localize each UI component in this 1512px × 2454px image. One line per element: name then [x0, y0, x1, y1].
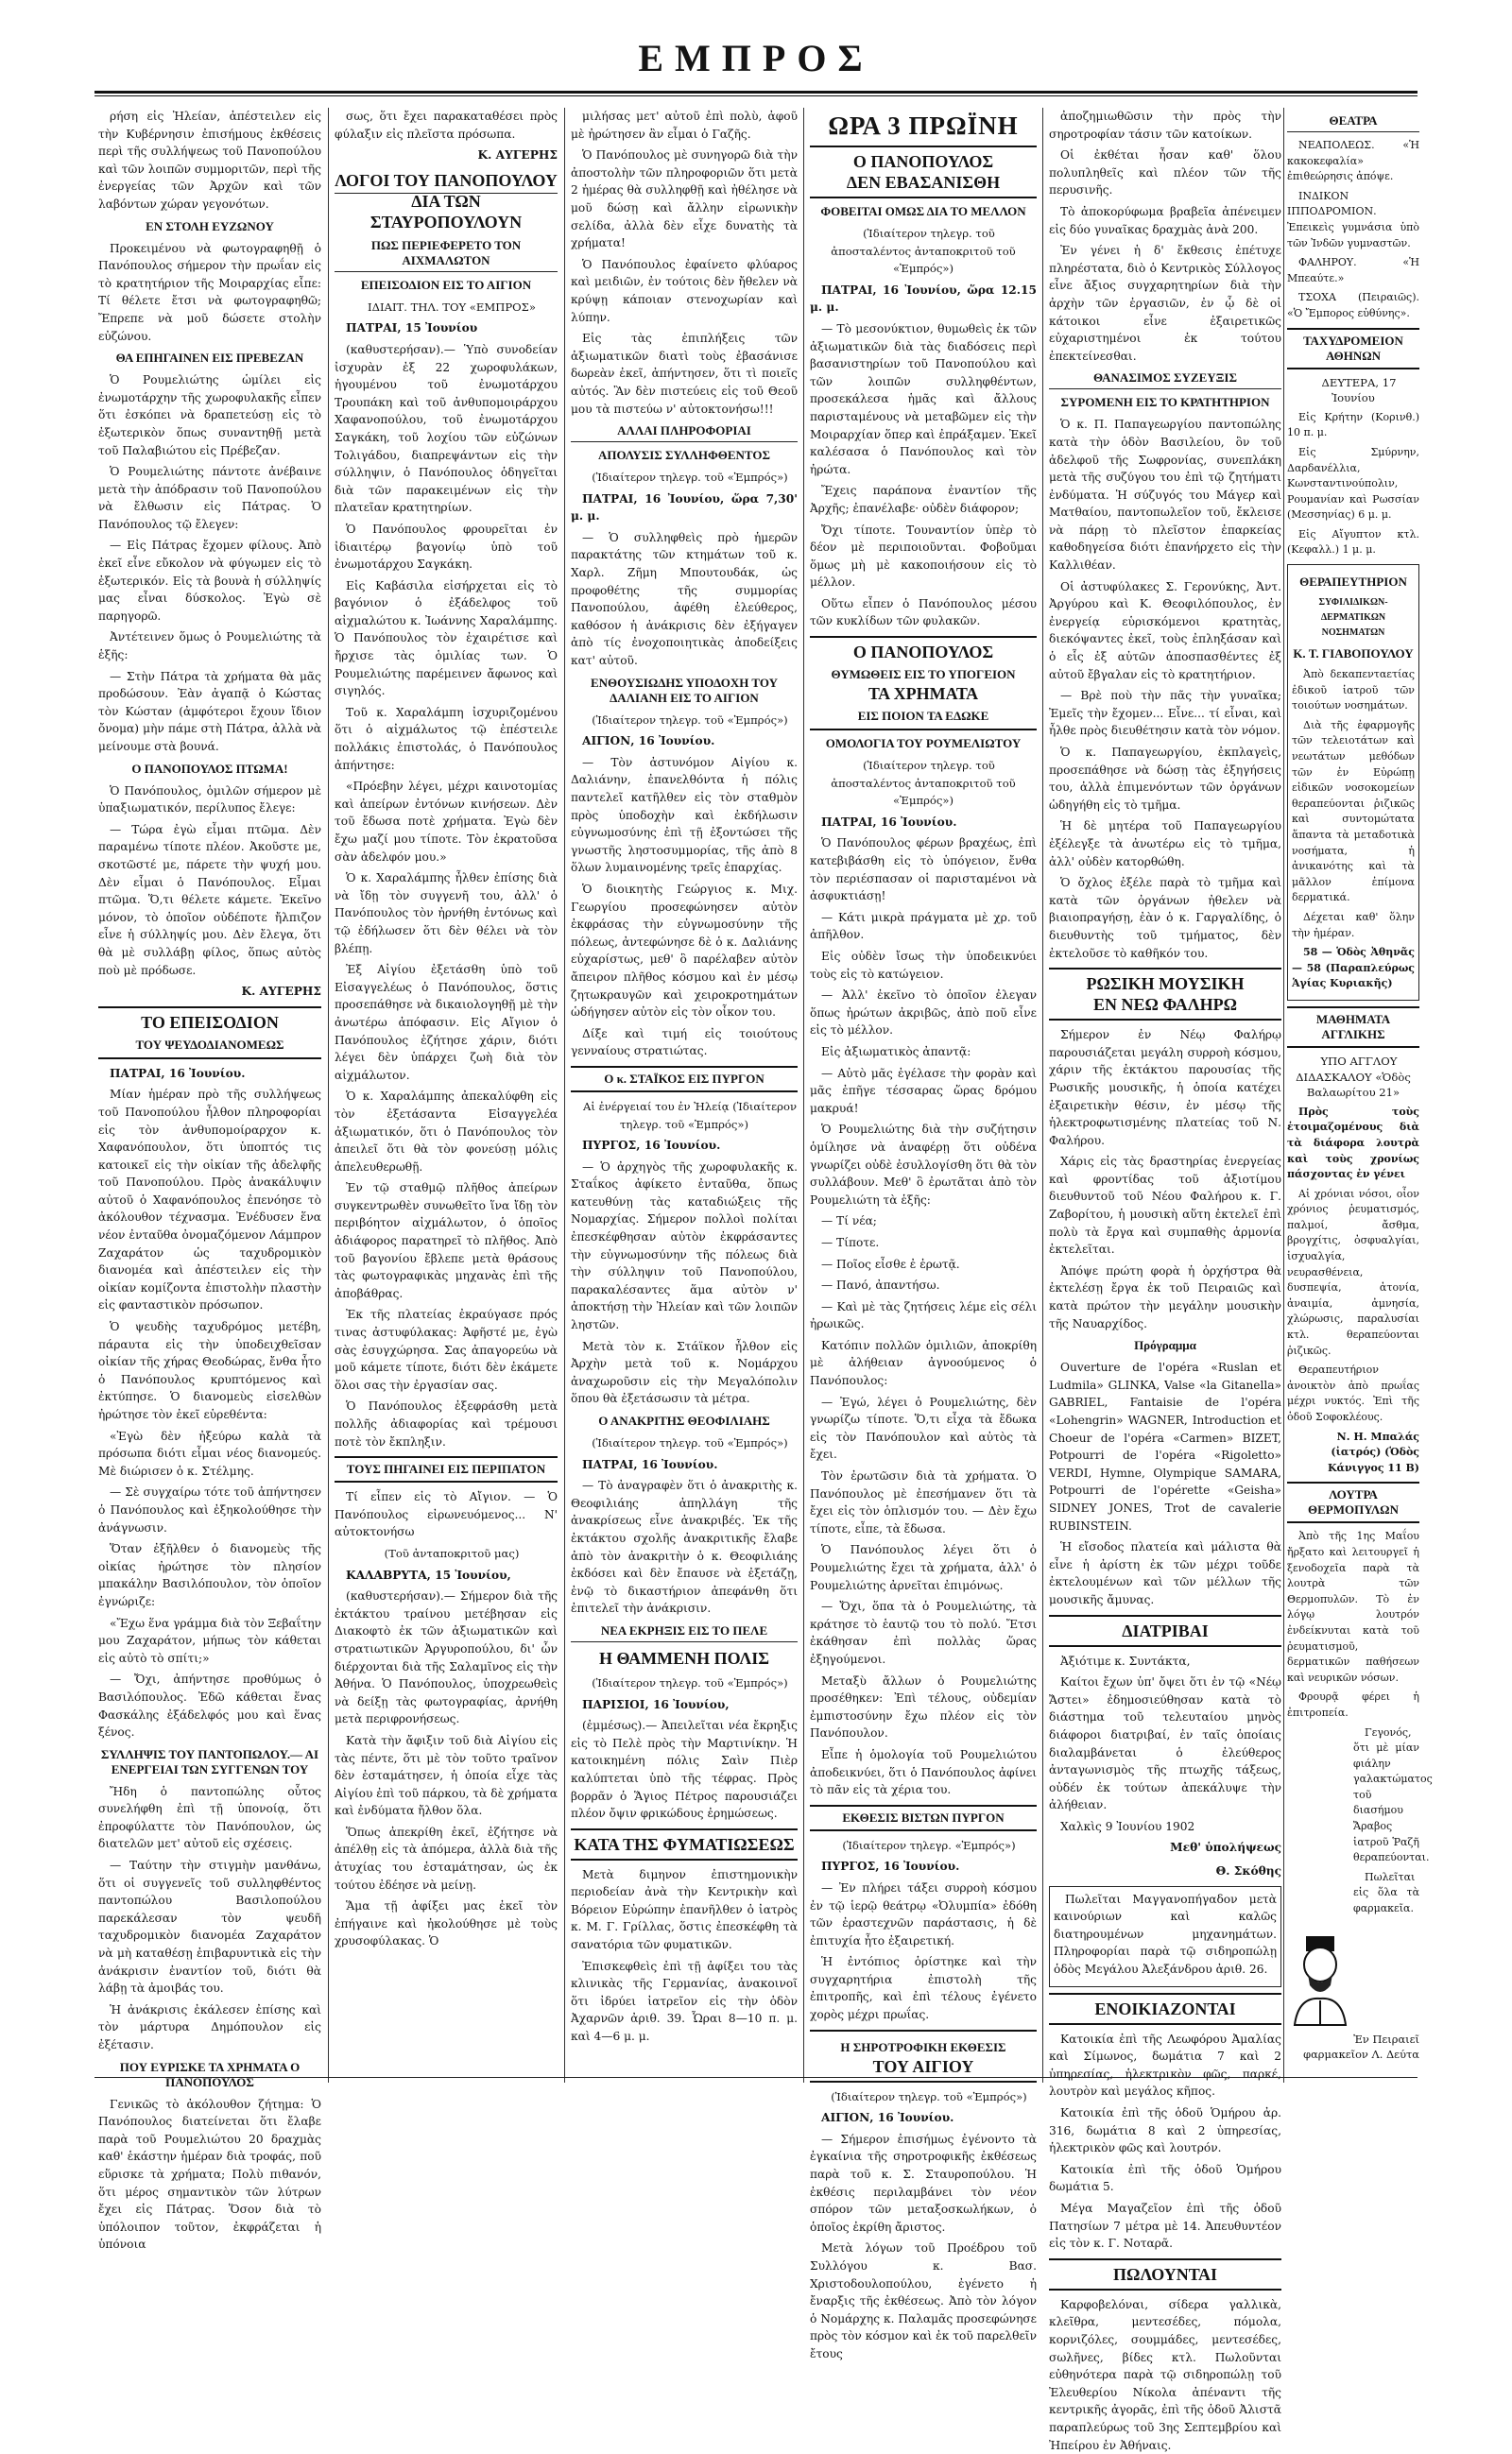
paragraph: (καθυστερήσαν).— Ὑπὸ συνοδείαν ἰσχυρὰν ἐξ 22 χωροφυλάκων, ἡγουμένου τοῦ ἐνωμοτάρχου Τρουπάκη καὶ τοῦ ἀνθυπομοιράρχου Χαφανοπούλου, τοῦ ἐνωμοτάρχου Σαγκάκη, τοῦ λοχίου τῶν εὐζώνων Τολιγάδου, διαπρεψάντων εἰς τὴν σύλληψιν, ὁ Πανόπουλος ὁδηγεῖται διὰ τῶν παρακειμένων εἰς τὴν πλατεῖαν κρατητηρίων.	[335, 342, 558, 515]
paragraph: Τοῦ κ. Χαραλάμπη ἰσχυριζομένου ὅτι ὁ αἰχμάλωτος τῷ ἐπέστειλε πολλάκις ἐπιστολάς, ὁ Πανόπουλος ἀπήντησε:	[335, 705, 558, 772]
headline-line: Η ΣΗΡΟΤΡΟΦΙΚΗ ΕΚΘΕΣΙΣ	[840, 2039, 1006, 2054]
column-4	[810, 108, 1037, 2360]
paragraph: Ἡ ἐντόπιος ὁρίστηκε καὶ τὴν συγχαρητήρια ἐπιστολὴ τῆς ἐπιτροπῆς, καὶ ἐπὶ τέλους ἐγένετο χορὸς μέχρι πρωΐας.	[810, 1955, 1037, 2022]
ad-text: Αἱ χρόνιαι νόσοι, οἷον χρόνιος ῥευματισμός, παλμοί, ἄσθμα, βρογχίτις, ὀσφυαλγίαι, ἰσχυαλγία, νευρασθένεια, δυσπεψία, ἀτονία, ἀναιμία, ἀμνησία, χλώρωσις, παραλυσίαι κτλ. θεραπεύονται ῥιζικῶς.	[1287, 1187, 1419, 1357]
clinic-ad	[1287, 564, 1419, 1001]
subheading: ΕΠΕΙΣΟΔΙΟΝ ΕΙΣ ΤΟ ΑΙΓΙΟΝ	[360, 277, 532, 292]
ad-text: ΥΠΟ ΑΓΓΛΟΥ ΔΙΔΑΣΚΑΛΟΥ «Ὁδὸς Βαλαωρίτου 21»	[1296, 1054, 1411, 1100]
dateline: ΠΥΡΓΟΣ, 16 Ἰουνίου.	[582, 1139, 721, 1153]
paragraph: «Πρόεβην λέγει, μέχρι καινοτομίας καὶ ἀπείρων ἐντόνων κινήσεων. Δὲν τοῦ ἔδωσα ποτὲ χρήματα. Ἐγὼ δὲν ἔχω μαζί μου τίποτε. Τὸν ἐκρατοῦσα σὰν ἀδελφόν μου.»	[335, 780, 558, 864]
paragraph: Ὁ Πανόπουλος ἐφαίνετο φλύαρος καὶ μειδιῶν, ἐν τούτοις δὲν ἤθελεν νὰ κρύψῃ κάποιαν στενοχωρίαν καὶ λύπην.	[571, 257, 798, 324]
dateline: ΑΙΓΙΟΝ, 16 Ἰουνίου.	[582, 734, 715, 748]
listing: ΤΣΟΧΑ (Πειραιῶς). «Ὁ Ἔμπορος εὐθύνης».	[1287, 291, 1419, 319]
paragraph: Μετὰ διμηνον ἐπιστημονικὴν περιοδείαν ἀνὰ τὴν Κεντρικὴν καὶ Βόρειον Εὐρώπην ἐπανῆλθεν ὁ ἰατρὸς κ. Μ. Γ. Γρίλλας, ὅστις ἐπεσκέφθη τὰ σανατόρια τῶν φυματικῶν.	[571, 1867, 798, 1952]
paragraph: Ἡ δὲ μητέρα τοῦ Παπαγεωργίου ἐξέλεγξε τὰ ἀνωτέρω εἰς τὸ τμῆμα, ἀλλ' οὐδὲν κατορθώθη.	[1049, 819, 1281, 868]
article-headline	[1049, 968, 1281, 1021]
subheading: ΝΕΑ ΕΚΡΗΞΙΣ ΕΙΣ ΤΟ ΠΕΛΕ	[571, 1623, 798, 1642]
byline: (Τοῦ ἀνταποκριτοῦ μας)	[384, 1546, 520, 1560]
paragraph: Χαλκὶς 9 Ἰουνίου 1902	[1060, 1819, 1195, 1833]
dateline: ΚΑΛΑΒΡΥΤΑ, 15 Ἰουνίου,	[346, 1568, 511, 1582]
paragraph: Ὁ Ρουμελιώτης πάντοτε ἀνέβαινε μετὰ τὴν ἀπόδρασιν τοῦ Πανοπούλου νὰ ἔλθωσιν εἰς Πάτρας. Ὁ Πανόπουλος τῷ ἔλεγεν:	[98, 465, 321, 531]
paragraph: — Καὶ μὲ τὰς ζητήσεις λέμε εἰς σέλι ἠρωικῶς.	[810, 1299, 1037, 1331]
paragraph: Κατὰ τὴν ἄφιξιν τοῦ διὰ Αἰγίου εἰς τὰς πέντε, ὅτι μὲ τὸν τοῦτο τραῖνον δὲν ἐσταμάτησεν, ἡ ὁποία εἶχε τὰς Αἰγίου ἐπὶ τοῦ πάρκου, τὰ δὲ χρήματα καὶ ἐνδύματα ἤλθον ὅλα.	[335, 1733, 558, 1818]
dateline: ΠΑΤΡΑΙ, 16 Ἰουνίου.	[110, 1066, 246, 1080]
subheading: ΘΑ ΕΠΗΓΑΙΝΕΝ ΕΙΣ ΠΡΕΒΕΖΑΝ	[115, 351, 304, 366]
paragraph: Κατόπιν πολλῶν ὁμιλιῶν, ἀποκρίθη μὲ ἀλήθειαν ἀγνοούμενος ὁ Πανόπουλος:	[810, 1338, 1037, 1388]
headline-line: ΤΟΥ ΨΕΥΔΟΔΙΑΝΟΜΕΩΣ	[135, 1037, 284, 1052]
byline: ΙΔΙΑΙΤ. ΤΗΛ. ΤΟΥ «ΕΜΠΡΟΣ»	[368, 300, 536, 314]
subheading: ΕΚΘΕΣΙΣ ΒΙΣΤΩΝ ΠΥΡΓΟΝ	[810, 1805, 1037, 1831]
paragraph: — Ἀλλ' ἐκεῖνο τὸ ὁποῖον ἐλεγαν ὅπως ἠρώτων ἀκριβῶς, ἀπὸ ποῦ εἶνε εἰς τὸ μέλλον.	[810, 988, 1037, 1038]
listing: Εἰς Κρήτην (Κορινθ.) 10 π. μ.	[1287, 410, 1419, 439]
ad-text: Δέχεται καθ' ὅλην τὴν ἡμέραν.	[1292, 910, 1415, 939]
classified-ad: Καρφοβελόναι, σίδερα γαλλικὰ, κλεῖθρα, μεντεσέδες, πόμολα, κορνιζόλες, σουμμάδες, μεντεσέδες, σωλῆνες, βίδες κτλ. Πωλοῦνται εὐθηνότερα παρὰ τῷ σιδηροπώλῃ τοῦ Ἐλευθερίου Νίκολα ἀπέναντι τῆς κεντρικῆς ἀγορᾶς, ἐπὶ τῆς ὁδοῦ Ἀλιστᾶ παραπλεύρως τοῦ 3ης Σεπτεμβρίου καὶ Ἠπείρου ἐν Ἀθήναις.	[1049, 2297, 1281, 2452]
subheading: ΣΥΛΛΗΨΙΣ ΤΟΥ ΠΑΝΤΟΠΩΛΟΥ.— ΑΙ ΕΝΕΡΓΕΙΑΙ ΤΩΝ ΣΥΓΓΕΝΩΝ ΤΟΥ	[100, 1746, 319, 1776]
subheading: ΕΝ ΣΤΟΛΗ ΕΥΖΩΝΟΥ	[146, 218, 274, 233]
dateline: ΠΑΤΡΑΙ, 16 Ἰουνίου, ὥρα 7,30' μ. μ.	[571, 491, 798, 523]
headline-line: Ο ΠΑΝΟΠΟΥΛΟΣ	[852, 643, 994, 662]
article-headline: Η ΘΑΜΜΕΝΗ ΠΟΛΙΣ	[598, 1648, 770, 1668]
paragraph: Τὸ ἀποκορύφωμα βραβεῖα ἀπένειμεν εἰς δύο γυναῖκας δραχμὰς ἀνὰ 200.	[1049, 204, 1281, 236]
dateline: ΑΙΓΙΟΝ, 16 Ἰουνίου.	[821, 2111, 954, 2125]
paragraph: Ἀξιότιμε κ. Συντάκτα,	[1060, 1654, 1191, 1668]
listing: ΝΕΑΠΟΛΕΩΣ. «Ἡ κακοκεφαλία» ἐπιθεώρησις ἀπόψε.	[1287, 139, 1419, 183]
paragraph: Ὁ ψευδὴς ταχυδρόμος μετέβη, πάραυτα εἰς τὴν ὑποδειχθεῖσαν οἰκίαν τῆς χήρας Θεοδώρας, ἔνθα ἦτο ὁ Πανόπουλος κρυπτόμενος καὶ ἐκτύπησε. Ὁ διανομεὺς εἰσελθὼν ἠρώτησε τὸν ἐκεῖ εὑρεθέντα:	[98, 1320, 321, 1421]
paragraph: Ὁ Πανόπουλος μὲ συνηγορῶ διὰ τὴν ἀποστολὴν τῶν πληροφοριῶν ὅτι μετὰ 2 ἡμέρας θὰ συλληφθῇ καὶ ἠθέλησε νὰ μοῦ δώσῃ καὶ ἄλλην εἰρωνικὴν σελίδα, ἀλλὰ δὲν εἶχε δυνατὴς τὰ χρήματα!	[571, 148, 798, 250]
subheading: Ο κ. ΣΤΑΪΚΟΣ ΕΙΣ ΠΥΡΓΟΝ	[571, 1066, 798, 1092]
byline: (Ἰδιαίτερον τηλεγρ. τοῦ ἀποσταλέντος ἀνταποκριτοῦ τοῦ «Ἐμπρός»)	[831, 759, 1016, 808]
masthead-rule	[94, 91, 1418, 94]
byline: Αἱ ἐνέργειαί του ἐν Ἠλείᾳ (Ἰδιαίτερον τηλεγρ. τοῦ «Ἐμπρός»)	[582, 1099, 798, 1131]
dateline: ΠΑΤΡΑΙ, 16 Ἰουνίου, ὥρα 12.15 μ. μ.	[810, 283, 1037, 315]
masthead-rule	[94, 95, 1418, 96]
paragraph: (ἐμμέσως).— Ἀπειλεῖται νέα ἔκρηξις εἰς τὸ Πελὲ πρὸς τὴν Μαρτινίκην. Ἡ κατοικημένη πόλις Σαὶν Πιὲρ καλύπτεται ὑπὸ τῆς τέφρας. Πρὸς βορρᾶν ὁ Ἅγιος Πέτρος παρουσιάζει πλέον ὄψιν φρικώδους ἐρημώσεως.	[571, 1719, 798, 1821]
article-headline	[810, 146, 1037, 198]
paragraph: Ὁ κ. Παπαγεωργίου, ἐκπλαγεὶς, προσεπάθησε νὰ δώσῃ τὰς ἐξηγήσεις του, ἀλλὰ ἐπιμενόντων τῶν ὀργάνων ὡδηγήθη εἰς τὸ τμῆμα.	[1049, 746, 1281, 812]
paragraph: Εἰς ἀξιωματικὸς ἀπαντᾷ:	[821, 1044, 971, 1058]
paragraph: Τί εἶπεν εἰς τὸ Αἴγιον. — Ὁ Πανόπουλος εἰρωνευόμενος... Ν' αὐτοκτονήσω	[335, 1490, 558, 1539]
paragraph: — Ὄχι, ὅπα τὰ ὁ Ρουμελιώτης, τὰ κράτησε τὸ ἑαυτῷ του τὸ πολύ. Ἔτσι ἐκάθησαν ἐπὶ πολλὰς ὥρας ἐξηγούμενοι.	[810, 1600, 1037, 1666]
signature: Θ. Σκόθης	[1215, 1864, 1281, 1879]
paragraph: Μετὰ λόγων τοῦ Προέδρου τοῦ Συλλόγου κ. Βασ. Χριστοδουλοπούλου, ἐγένετο ἡ ἔναρξις τῆς ἐκθέσεως. Ἀπὸ τὸν λόγον ὁ Νομάρχης κ. Παλαμᾶς προσεφώνησε πρὸς τὸν κόσμον καὶ ἐκ τοῦ παρελθεῖν ἔτους	[810, 2241, 1037, 2360]
dateline: ΠΑΤΡΑΙ, 16 Ἰουνίου.	[821, 815, 957, 829]
subheading: ΕΝΘΟΥΣΙΩΔΗΣ ΥΠΟΔΟΧΗ ΤΟΥ ΔΑΛΙΑΝΗ ΕΙΣ ΤΟ ΑΙΓΙΟΝ	[590, 675, 779, 705]
paragraph: ρήση εἰς Ἠλείαν, ἀπέστειλεν εἰς τὴν Κυβέρνησιν ἐπισήμους ἐκθέσεις περὶ τῆς συλλήψεως τοῦ Πανοπούλου καὶ τῶν λοιπῶν συμμοριτῶν, περὶ τῆς ἐνεργείας τῶν Ἀρχῶν καὶ τῶν λαβόντων χώραν γεγονότων.	[98, 110, 321, 211]
paragraph: — Ἐν πλήρει τάξει συρροὴ κόσμου ἐν τῷ ἱερῷ θεάτρῳ «Ὀλυμπία» ἐδόθη τῶν ἐραστεχνῶν παράστασις, ἡ δὲ ἐπιτυχία ἦτο ἐξαιρετική.	[810, 1880, 1037, 1948]
article-headline	[810, 2030, 1037, 2083]
paragraph: Ὅταν ἐξῆλθεν ὁ διανομεὺς τῆς οἰκίας ἠρώτησε τὸν πλησίον μπακάλην Βασιλόπουλον, τὸν ὁποῖον ἐγνώριζε:	[98, 1542, 321, 1608]
ad-text: Ἀπὸ τῆς 1ης Μαΐου ἤρξατο καὶ λειτουργεῖ ἡ ξενοδοχεῖα παρὰ τὰ λουτρὰ τῶν Θερμοπυλῶν. Τὸ ἐν λόγῳ λουτρόν ἐνδείκνυται κατὰ τοῦ ῥευματισμοῦ, δερματικῶν παθήσεων καὶ νευρικῶν νόσων.	[1287, 1530, 1419, 1684]
section-heading: ΜΑΘΗΜΑΤΑ ΑΓΓΛΙΚΗΣ	[1287, 1006, 1419, 1048]
subheading: ΤΟΥΣ ΠΗΓΑΙΝΕΙ ΕΙΣ ΠΕΡΙΠΑΤΟΝ	[335, 1456, 558, 1483]
paragraph: — Τίποτε.	[821, 1235, 880, 1249]
paragraph: Ἤδη ὁ παντοπώλης οὗτος συνελήφθη ἐπὶ τῇ ὑπονοίᾳ, ὅτι ἐπροφύλαττε τὸν Πανόπουλον, ὡς διατελῶν μετ' αὐτοῦ εἰς σχέσεις.	[98, 1784, 321, 1851]
headline-line: ΤΟ ΕΠΕΙΣΟΔΙΟΝ	[141, 1012, 279, 1032]
column-2	[335, 108, 558, 2083]
listing: ΔΕΥΤΕΡΑ, 17 Ἰουνίου	[1321, 375, 1397, 405]
column-5	[1049, 108, 1281, 2452]
section-heading: ΛΟΥΤΡΑ ΘΕΡΜΟΠΥΛΩΝ	[1287, 1482, 1419, 1523]
article-headline	[335, 170, 558, 232]
classified-ad	[1049, 1886, 1281, 1987]
section-heading: ΘΕΑΤΡΑ	[1287, 113, 1419, 132]
headline-line: Ο ΠΑΝΟΠΟΥΛΟΣ	[852, 152, 994, 171]
column-divider	[564, 108, 565, 2083]
paragraph: — Βρὲ ποὺ τὴν πᾶς τὴν γυναῖκα; Ἐμεῖς τὴν ἔχομεν... Εἶνε... τί εἶναι, καὶ ἦλθε πρὸς διευθέτησιν κατὰ τὸν νόμον.	[1049, 689, 1281, 738]
ad-text: Πωλεῖται εἰς ὅλα τὰ φαρμακεῖα.	[1353, 1870, 1419, 1915]
paragraph: Ἐξ Αἰγίου ἐξετάσθη ὑπὸ τοῦ Εἰσαγγελέως ὁ Πανόπουλος, ὅστις προσεπάθησε νὰ δικαιολογηθῇ μὲ τὴν ἀνωτέρω ἀπόφασιν. Εἰς Αἴγιον ὁ Πανόπουλος ἐζήτησε χάριν, διότι λέγει δὲν ὑπάρχει ζωὴ διὰ τὸν αἰχμάλωτον.	[335, 963, 558, 1082]
classified-ad: Κατοικία ἐπὶ τῆς Λεωφόρου Ἀμαλίας καὶ Σίμωνος, δωμάτια 7 καὶ 2 ὑπηρεσίας, ἡλεκτρικὸν φῶς, παρκέ, λουτρὸν καὶ μεγάλος κῆπος.	[1049, 2032, 1281, 2099]
headline-line: ΘΥΜΩΘΕΙΣ ΕΙΣ ΤΟ ΥΠΟΓΕΙΟΝ	[831, 667, 1016, 682]
dateline: ΠΑΤΡΑΙ, 16 Ἰουνίου.	[582, 1457, 718, 1471]
section-heading: ΤΑΧΥΔΡΟΜΕΙΟΝ ΑΘΗΝΩΝ	[1287, 328, 1419, 369]
paragraph: Ὅπως ἀπεκρίθη ἐκεῖ, ἐζήτησε νὰ ἀπέλθῃ εἰς τὰ ἀπόμερα, ἀλλὰ διὰ τῆς ἀτυχίας του ἐσταμάτησαν, ὡς ἐκ τούτου ἐδέησε νὰ μείνῃ.	[335, 1825, 558, 1892]
listing: Εἰς Σμύρνην, Δαρδανέλλια, Κωνσταντινούπολιν, Ρουμανίαν καὶ Ρωσσίαν (Μεσσηνίας) 6 μ. μ.	[1287, 445, 1419, 522]
byline: (Ἰδιαίτερον τηλεγρ. τοῦ ἀποσταλέντος ἀνταποκριτοῦ τοῦ «Ἐμπρός»)	[831, 227, 1016, 276]
subheading: ΠΟΥ ΕΥΡΙΣΚΕ ΤΑ ΧΡΗΜΑΤΑ Ο ΠΑΝΟΠΟΥΛΟΣ	[119, 2059, 301, 2089]
subheading: ΟΜΟΛΟΓΙΑ ΤΟΥ ΡΟΥΜΕΛΙΩΤΟΥ	[825, 736, 1022, 751]
signature: Κ. ΑΥΓΕΡΗΣ	[241, 985, 321, 999]
doctor-portrait-illustration	[1289, 1932, 1351, 2027]
subheading: ΘΑΝΑΣΙΜΟΣ ΣΥΖΕΥΞΙΣ	[1049, 370, 1281, 389]
signature: Κ. ΑΥΓΕΡΗΣ	[477, 148, 558, 163]
paragraph: Χάρις εἰς τὰς δραστηρίας ἐνεργείας καὶ φροντίδας τοῦ ἀξιοτίμου διευθυντοῦ τοῦ Νέου Φαλήρου κ. Γ. Ζαβορίτου, ἡ μουσικὴ αὕτη ἐκτελεῖ ἐπὶ πολὺ τὰ ἔργα καὶ συμπαθὴς ἀρμονία ἐκτελεῖται.	[1049, 1155, 1281, 1257]
paragraph: Ἀντέτεινεν ὅμως ὁ Ρουμελιώτης τὰ ἑξῆς:	[98, 630, 321, 662]
byline: (Ἰδιαίτερον τηλεγρ. τοῦ «Ἐμπρός»)	[592, 471, 788, 485]
paragraph: Ὁ Πανόπουλος ἐξεφράσθη μετὰ πολλῆς ἀδιαφορίας καὶ τρέμουσι ποτὲ τὸν ἔκπληξιν.	[335, 1399, 558, 1449]
headline-line: ΔΕΝ ΕΒΑΣΑΝΙΣΘΗ	[846, 173, 1001, 192]
dateline: ΠΑΤΡΑΙ, 15 Ἰουνίου	[346, 321, 478, 335]
paragraph: — Ποῖος εἶσθε ἐ ἐρωτᾷ.	[821, 1257, 960, 1271]
ad-text: Πωλεῖται Μαγγανοπήγαδον μετὰ καινούριων καὶ καλῶς διατηρουμένων μηχανημάτων. Πληροφορίαι παρὰ τῷ σιδηροπώλῃ ὁδὸς Μεγάλου Ἀλεξάνδρου ἀριθ. 26.	[1054, 1892, 1277, 1977]
paragraph: ἀποζημιωθῶσιν τὴν πρὸς τὴν σηροτροφίαν τάσιν τῶν κατοίκων.	[1049, 110, 1281, 141]
column-1	[98, 108, 321, 2252]
listing: Εἰς Αἴγυπτον κτλ. (Κεφαλλ.) 1 μ. μ.	[1287, 527, 1419, 557]
paragraph: «Ἐγὼ δὲν ἠξεύρω καλὰ τὰ πρόσωπα διότι εἶμαι νέος διανομεύς. Μὲ διώρισεν ὁ κ. Στέλμης.	[98, 1429, 321, 1478]
headline-line: ΛΟΓΟΙ ΤΟΥ ΠΑΝΟΠΟΥΛΟΥ	[335, 171, 558, 194]
paragraph: — Τὸ ἀναγραφὲν ὅτι ὁ ἀνακριτὴς κ. Θεοφιλιάης ἀπηλλάγη τῆς ἀνακρίσεως εἶνε ἀνακριβές. Ἐκ τῆς ἐκτάκτου σχολῆς ἀνακριτικῆς ἔλαβε ἀπὸ τὸν ἀνακριτὴν ὁ κ. Θεοφιλιάης ἐκδόσει καὶ δὲν ἔπαυσε νὰ ἐξετάζῃ, ἐνῷ τὸ δικαστήριον ἀπεφάνθη ὅτι ἐπιτελεῖ τὴν ἀνάκρισιν.	[571, 1479, 798, 1616]
listing: ΙΝΔΙΚΟΝ ΙΠΠΟΔΡΟΜΙΟΝ. Ἐπεικεὶς γυμνάσια ὑπὸ τῶν Ἰνδῶν γυμναστῶν.	[1287, 189, 1419, 249]
subheading: ΣΥΡΟΜΕΝΗ ΕΙΣ ΤΟ ΚΡΑΤΗΤΗΡΙΟΝ	[1060, 395, 1270, 410]
section-heading: ΕΝΟΙΚΙΑΖΟΝΤΑΙ	[1049, 1993, 1281, 2025]
paragraph: Ὁ Πανόπουλος λέγει ὅτι ὁ Ρουμελιώτης ἔχει τὰ χρήματα, ἀλλ' ὁ Ρουμελιώτης ἀρνεῖται ἐπιμόνως.	[810, 1543, 1037, 1592]
ad-text: Διὰ τῆς ἐφαρμογῆς τῶν τελειοτάτων καὶ νεωτάτων μεθόδων τῶν ἐν Εὐρώπῃ εἰδικῶν νοσοκομείων θεραπεύονται ῥιζικῶς καὶ συντομώτατα ἅπαντα τὰ μεταδοτικὰ νοσήματα, ἡ ἀνικανότης καὶ τὰ μᾶλλον ἐπίμονα δερματικά.	[1292, 718, 1415, 904]
ad-text: Γεγονός, ὅτι μὲ μίαν φιάλην γαλακτώματος τοῦ διασήμου Ἄραβος ἰατροῦ Ῥαζῆ θεραπεύονται.	[1353, 1725, 1433, 1864]
paragraph: Ouverture de l'opéra «Ruslan et Ludmila» GLINKA, Valse «la Gitanella» GABRIEL, Fantaisie de l'opéra «Lohengrin» WAGNER, Introduction et Choeur de l'opéra «Carmen» BIZET, Potpourri de l'opéra «Rigoletto» VERDI, Hymne, Olympique SAMARA, Potpourri de l'opérette «Geisha» SIDNEY JONES, Trot de cavalerie RUBINSTEIN.	[1049, 1361, 1281, 1533]
column-divider	[803, 108, 804, 2083]
subheading: ΑΠΟΛΥΣΙΣ ΣΥΛΛΗΦΘΕΝΤΟΣ	[598, 448, 770, 463]
ad-heading: ΘΕΡΑΠΕΥΤΗΡΙΟΝ	[1299, 575, 1407, 590]
paragraph: Ὁ διοικητὴς Γεώργιος κ. Μιχ. Γεωργίου προσεφώνησεν αὐτὸν ἐκφράσας τὴν εὐγνωμοσύνην τῆς πόλεως, ἀντεφώνησε δὲ ὁ κ. Δαλιάνης εὐχαρίστως, μεθ' ὃ παρέλαβεν αὐτὸν ἄπειρον πλῆθος κόσμου καὶ ἐν μέσῳ ζητωκραυγῶν καὶ χειροκροτημάτων ὡδήγησεν αὐτὸν εἰς τὸν οἶκον του.	[571, 882, 798, 1020]
paragraph: «Ἔχω ἕνα γράμμα διὰ τὸν Ξεβαΐτην μου Ζαχαράτον, μήπως τὸν κάθεται εἰς αὐτὸ τὸ σπίτι;»	[98, 1616, 321, 1665]
paragraph: — Τώρα ἐγὼ εἶμαι πτῶμα. Δὲν παραμένω τίποτε πλέον. Ἀκοῦστε με, σκοτῶστέ με, πάρετε τὴν ψυχή μου. Δὲν εἶμαι ὁ Πανόπουλος. Εἶμαι πτῶμα. Ὅ,τι θέλετε κάμετε. Ἐκεῖνο μόνον, τὸ ὁποῖον οὐδέποτε ἤλπιζον εἶνε ἡ σύλληψίς μου. Δὲν ἔλεγα, ὅτι θὰ μὲ συλλάβῃ φίλος, ὅπως αὐτὸς ποὺ μὲ πρόδωσε.	[98, 822, 321, 977]
byline: (Ἰδιαίτερον τηλεγρ. τοῦ «Ἐμπρός»)	[592, 1436, 788, 1450]
listing: ΦΑΛΗΡΟΥ. «Ἡ Μπεαύτε.»	[1287, 256, 1419, 284]
paragraph: — Στὴν Πάτρα τὰ χρήματα θὰ μᾶς προδώσουν. Ἐὰν ἀγαπᾷ ὁ Κώστας τὸν Κώσταν (ἀμφότεροι ἔχουν ἴδιον ὄνομα) μὴν πάμε στὴ Πάτρα, ἀλλὰ νὰ μείνουμε στὰ βουνά.	[98, 669, 321, 753]
article-headline	[810, 636, 1037, 730]
subheading: Ο ΠΑΝΟΠΟΥΛΟΣ ΠΤΩΜΑ!	[131, 761, 288, 776]
paragraph: Ὁ κ. Χαραλάμπης ἦλθεν ἐπίσης διὰ νὰ ἴδῃ τὸν συγγενῆ του, ἀλλ' ὁ Πανόπουλος τὸν ἠρνήθη ἐντόνως καὶ τῷ ἐδήλωσεν ὅτι δὲν θέλει νὰ τὸν βλέπῃ.	[335, 871, 558, 955]
paragraph: Ἐκ τῆς πλατείας ἐκραύγασε πρός τινας ἀστυφύλακας: Ἀφῆστέ με, ἐγὼ σὰς ἐσυγχώρησα. Σας ἀπαγορεύω νὰ μοῦ κάμετε τίποτε, διότι δὲν ἐκάμετε ὅλοι σας τὴν ἐργασίαν σας.	[335, 1308, 558, 1392]
column-3	[571, 108, 798, 2083]
paragraph: — Σήμερον ἐπισήμως ἐγένοντο τὰ ἐγκαίνια τῆς σηροτροφικῆς ἐκθέσεως παρὰ τοῦ κ. Σ. Σταυροπούλου. Ἡ ἐκθέσις περιλαμβάνει τὸν νέον σπόρον τῶν μεταξοσκωλήκων, ὁ ὁποῖος ἐκρίθη ἄριστος.	[810, 2132, 1037, 2234]
paragraph: Γενικῶς τὸ ἀκόλουθον ζήτημα: Ὁ Πανόπουλος διατείνεται ὅτι ἔλαβε παρὰ τοῦ Ρουμελιώτου 20 δραχμὰς καθ' ἑκάστην ἡμέραν διὰ τροφάς, ποῦ εὕρισκε τὰ χρήματα; Πολὺ πιθανόν, ὅτι μέρος σημαντικὸν τῶν λύτρων ἔχει εἰς Πάτρας. Ὅσον διὰ τὸ ὑπόλοιπον τοῦτον, ἐκφράζεται ἡ ὑπόνοια	[98, 2097, 321, 2252]
subheading: Πρόγραμμα	[1134, 1338, 1196, 1353]
paragraph: Ἀπόψε πρώτη φορὰ ἡ ὀρχήστρα θὰ ἐκτελέσῃ ἔργα ἐκ τοῦ Πειραιῶς καὶ κατὰ πρώτον τὴν μεγάλην μουσικὴν τῆς Ναυαρχίδος.	[1049, 1263, 1281, 1330]
signature: Ν. Η. Μπαλάς (ἰατρός) (Ὁδὸς Κάνιγγος 11 Β)	[1327, 1430, 1419, 1474]
paragraph: — Αὐτὸ μᾶς ἐγέλασε τὴν φορὰν καὶ μᾶς ἐπῆγε τέσσαρας ὥρας δρόμου μακρυά!	[810, 1066, 1037, 1115]
paragraph: Ὁ Ρουμελιώτης ὡμίλει εἰς ἐνωμοτάρχην τῆς χωροφυλακῆς εἶπεν ὅτι ἐσκόπει νὰ δραπετεύσῃ εἰς τὸ ἐξωτερικὸν ὅπως συναντηθῇ μετὰ τοῦ Παλαβιώτου εἰς Πρέβεζαν.	[98, 373, 321, 457]
paragraph: Ἐν τῷ σταθμῷ πλῆθος ἀπείρων συγκεντρωθὲν συνωθεῖτο ἵνα ἴδῃ τὸν περιβόητον αἰχμάλωτον, ὁ ὁποῖος ἀδιάφορος παρατηρεῖ τὸ πλῆθος. Ἀπὸ τοῦ βαγονίου ἔβλεπε μετὰ θράσους τὰς φωτογραφικὰς μηχανὰς ἐπὶ τῆς ἀποβάθρας.	[335, 1181, 558, 1300]
headline-line: ΤΟΥ ΑΙΓΙΟΥ	[872, 2056, 974, 2076]
ad-address: 58 — Ὁδὸς Ἀθηνᾶς — 58 (Παραπλεύρως Ἁγίας Κυριακῆς)	[1292, 946, 1415, 990]
column-divider	[1283, 108, 1284, 2083]
paragraph: Ἐπισκεφθεὶς ἐπὶ τῇ ἀφίξει του τὰς κλινικὰς τῆς Γερμανίας, ἀνακοινοῖ ὅτι ἰδρύει ἰατρεῖον εἰς τὴν ὁδὸν Ἀχαρνῶν ἀριθ. 39. Ὧραι 8—10 π. μ. καὶ 4—6 μ. μ.	[571, 1959, 798, 2044]
paragraph: Ὁ Πανόπουλος φέρων βραχέως, ἐπὶ κατεβιβάσθη εἰς τὸ ὑπόγειον, ἔνθα τὸν περιέσπασαν οἱ παρισταμένοι νὰ ἀσφυκτιάσῃ!	[810, 836, 1037, 903]
headline-line: ΔΙΑ ΤΩΝ ΣΤΑΥΡΟΠΟΥΛΟΥΝ	[369, 191, 523, 232]
section-heading: ΠΩΛΟΥΝΤΑΙ	[1049, 2258, 1281, 2291]
banner-headline: ΩΡΑ 3 ΠΡΩΪΝΗ	[828, 112, 1019, 140]
paragraph: Μετὰ τὸν κ. Στάϊκον ἦλθον εἰς Ἀρχὴν μετὰ τοῦ κ. Νομάρχου ἀναχωροῦσιν εἰς τὴν Μεγαλόπολιν ὅπου θὰ ἐξετάσωσιν τὰ μέτρα.	[571, 1339, 798, 1406]
bottom-rule	[94, 2077, 1418, 2078]
article-headline	[98, 1006, 321, 1059]
paragraph: Οὕτω εἶπεν ὁ Πανόπουλος μέσου τῶν κυκλίδων τῶν φυλακῶν.	[810, 596, 1037, 628]
byline: (Ἰδιαίτερον τηλεγρ. τοῦ «Ἐμπρός»)	[592, 1675, 788, 1690]
paragraph: Οἱ ἐκθέται ἦσαν καθ' ὅλου πολυπληθεῖς καὶ πλέον τῶν τῆς περυσινῆς.	[1049, 148, 1281, 197]
paragraph: — Σὲ συγχαίρω τότε τοῦ ἀπήντησεν ὁ Πανόπουλος καὶ ἐξηκολούθησε τὴν ἀνάγνωσιν.	[98, 1485, 321, 1535]
paragraph: — Εἰς Πάτρας ἔχομεν φίλους. Ἀπὸ ἐκεῖ εἶνε εὔκολον νὰ φύγωμεν εἰς τὸ ἐξωτερικόν. Εἰς τὰ βουνὰ ἡ σύλληψίς μας εἶναι δύσκολος. Ἐγὼ σὲ παρηγορῶ.	[98, 539, 321, 623]
subheading: ΑΛΛΑΙ ΠΛΗΡΟΦΟΡΙΑΙ	[571, 423, 798, 442]
paragraph: — Κάτι μικρὰ πράγματα μὲ χρ. τοῦ ἀπῆλθον.	[810, 910, 1037, 942]
paragraph: Ἡ ἀνάκρισις ἐκάλεσεν ἐπίσης καὶ τὸν μάρτυρα Δημόπουλον εἰς ἐξέτασιν.	[98, 2002, 321, 2051]
paragraph: Προκειμένου νὰ φωτογραφηθῇ ὁ Πανόπουλος σήμερον τὴν πρωΐαν εἰς τὸ κρατητήριον τῆς Μοιραρχίας εἶπε: Τί θέλετε ἔτσι νὰ φωτογραφηθῶ; Ἔπρεπε νὰ μοῦ δώσετε στολὴν εὐζώνου.	[98, 241, 321, 343]
paragraph: Ὁ κ. Χαραλάμπης ἀπεκαλύφθη εἰς τὸν ἐξετάσαντα Εἰσαγγελέα ἀξιωματικόν, ὅτι ὁ Πανόπουλος τὸν ἀπειλεῖ ὅτι θὰ τὸν φονεύσῃ μόλις ἀπελευθερωθῇ.	[335, 1090, 558, 1174]
paragraph: — Πανό, ἀπαντήσω.	[821, 1278, 940, 1293]
ad-subheading: ΣΥΦΙΛΙΔΙΚΩΝ-ΔΕΡΜΑΤΙΚΩΝ ΝΟΣΗΜΑΤΩΝ	[1318, 597, 1388, 639]
newspaper-title: ΕΜΠΡΟΣ	[638, 37, 874, 79]
paragraph: — Τί νέα;	[821, 1214, 877, 1228]
headline-line: ΤΑ ΧΡΗΜΑΤΑ	[868, 684, 979, 704]
paragraph: σως, ὅτι ἔχει παρακαταθέσει πρὸς φύλαξιν εἰς πλεῖστα πρόσωπα.	[335, 110, 558, 141]
portrait-caption: Ἐν Πειραιεῖ φαρμακεῖον Λ. Δεύτα	[1303, 2033, 1419, 2061]
dateline: ΠΥΡΓΟΣ, 16 Ἰουνίου.	[821, 1860, 960, 1874]
headline-line: ΕΝ ΝΕΩ ΦΑΛΗΡΩ	[1092, 995, 1238, 1015]
paragraph: Ὁ Πανόπουλος φρουρεῖται ἐν ἰδιαιτέρῳ βαγονίῳ ὑπὸ τοῦ ἐνωμοτάρχου Σαγκάκη.	[335, 522, 558, 572]
paragraph: Ἅμα τῇ ἀφίξει μας ἐκεῖ τὸν ἐπήγαινε καὶ ἠκολούθησε μὲ τοὺς χρυσοφύλακας. Ὁ	[335, 1899, 558, 1948]
paragraph: Ὁ Πανόπουλος, ὁμιλῶν σήμερον μὲ ὑπαξιωματικόν, περίλυπος ἔλεγε:	[98, 783, 321, 815]
paragraph: Ὁ Ρουμελιώτης διὰ τὴν συζήτησιν ὁμίλησε νὰ ἀναφέρῃ ὅτι οὐδένα γνωρίζει οὐδὲ ἐσυλλογίσθη ὅτι θὰ τὸν συλλάβουν. Μεθ' ὃ ἐρωτᾶται ἀπὸ τὸν Ρουμελιώτη τὰ ἑξῆς:	[810, 1123, 1037, 1207]
paragraph: Ὁ ὄχλος ἐξέλε παρὰ τὸ τμῆμα καὶ κατὰ τῶν ὀργάνων ἠθελεν νὰ βιαιοπραγήσῃ, ἐὰν ὁ κ. Γαργαλίδης, ὁ διευθυντὴς τοῦ τμήματος, δὲν ἐκτελοῦσε τὸ καθῆκόν του.	[1049, 876, 1281, 960]
classified-ad: Κατοικία ἐπὶ τῆς ὁδοῦ Ὁμήρου δωμάτια 5.	[1049, 2162, 1281, 2194]
ad-text: Ἀπὸ δεκαπενταετίας ἐδικοῦ ἰατροῦ τῶν τοιούτων νοσημάτων.	[1292, 668, 1415, 712]
dateline: ΠΑΡΙΣΙΟΙ, 16 Ἰουνίου,	[582, 1697, 730, 1711]
paragraph: Ὁ κ. Π. Παπαγεωργίου παντοπώλης κατὰ τὴν ὁδὸν Βασιλείου, ὃν τοῦ ἀδελφοῦ τῆς Σωφρονίας, συνεπλάκη μετὰ τῆς συζύγου του ἐπὶ τῷ ζητήματι ἐνδύματα. Ἡ σύζυγός του Μάγερ καὶ Ματθαίου, παντοπωλεῖον τοῦ, ἔκλεισε νὰ πάρῃ τὸ πλεῖστον ἐπαρκείας καθοδηγείσα διότι ἐπανήρχετο εἰς τὴν Καλλιθέαν.	[1049, 418, 1281, 573]
ad-text: Θεραπευτήριον ἀνοικτὸν ἀπὸ πρωΐας μέχρι νυκτός. Ἐπὶ τῆς ὁδοῦ Σοφοκλέους.	[1287, 1364, 1419, 1423]
paragraph: Δίξε καὶ τιμή εἰς τοιούτους γενναίους στρατιώτας.	[571, 1026, 798, 1058]
paragraph: Σήμερον ἐν Νέῳ Φαλήρῳ παρουσιάζεται μεγάλη συρροὴ κόσμου, χάριν τῆς ἐκτάκτου παρουσίας τῆς Ρωσικῆς μουσικῆς, ἡ ὁποία κατέχει ἐξαιρετικὴν θέσιν, ἐν μέσῳ τῆς ἡλεκτροφωτισμένης πλατείας τοῦ Ν. Φαλήρου.	[1049, 1028, 1281, 1147]
headline-line: ΕΙΣ ΠΟΙΟΝ ΤΑ ΕΔΩΚΕ	[857, 709, 989, 724]
paragraph: μιλήσας μετ' αὐτοῦ ἐπὶ πολὺ, ἀφοῦ μὲ ἠρώτησεν ἂν εἶμαι ὁ Γαζῆς.	[571, 110, 798, 141]
paragraph: Καίτοι ἔχων ὑπ' ὄψει ὅτι ἐν τῷ «Νέῳ Ἄστει» ἐδημοσιεύθησαν κατὰ τὸ διάστημα τοῦ τελευταίου μηνὸς διάφοροι διατριβαί, ἐν ταῖς ὁποίαις διαλαμβάνεται ὁ ἐλεύθερος ἀνταγωνισμὸς τῆς πτωχῆς τάξεως, οὐδέν ἐκ τούτων ἀπεκάλυψε τὴν ἀλήθειαν.	[1049, 1675, 1281, 1812]
paragraph: — Ἐγώ, λέγει ὁ Ρουμελιώτης, δὲν γνωρίζω τίποτε. Ὅ,τι εἶχα τὰ ἔδωκα εἰς τὸν Πανόπουλον καὶ αὐτὸς τὰ ἔχει.	[810, 1395, 1037, 1462]
paragraph: Μεθ' ὑπολήψεως	[1170, 1841, 1281, 1855]
paragraph: Εἶπε ἡ ὁμολογία τοῦ Ρουμελιώτου ἀποδεικνύει, ὅτι ὁ Πανόπουλος ἀφίνει τὸ πᾶν εἰς τὰ χέρια του.	[810, 1747, 1037, 1797]
paragraph: Οἱ ἀστυφύλακες Σ. Γερονύκης, Ἀντ. Ἀργύρου καὶ Κ. Θεοφιλόπουλος, ἐν ἐνεργείᾳ εὑρισκόμενοι κρατητὰς, διεκόψαντες ἐκεῖ, τοὺς ἐπληξάσαν καὶ ὁ εἷς ἐξ αὐτῶν ἀποσπασθέντες ἐξ αὐτοῦ ἔβγαλαν εἰς τὸ κρατητήριον.	[1049, 579, 1281, 681]
column-divider	[1042, 108, 1043, 2083]
paragraph: Ὄχι τίποτε. Τουναντίον ὑπὲρ τὸ δέον μὲ περιποιοῦνται. Φοβοῦμαι ὅμως μὴ μὲ κακοποιήσουν εἰς τὸ μέλλον.	[810, 523, 1037, 590]
subheading: Ο ΑΝΑΚΡΙΤΗΣ ΘΕΟΦΙΛΙΑΗΣ	[598, 1414, 770, 1428]
masthead	[0, 0, 1512, 106]
headline-line: ΡΩΣΙΚΗ ΜΟΥΣΙΚΗ	[1086, 974, 1245, 994]
column-6	[1287, 108, 1433, 2083]
paragraph: Μίαν ἡμέραν πρὸ τῆς συλλήψεως τοῦ Πανοπούλου ἦλθον πληροφορίαι εἰς τὸν ἀνθυπομοίραρχον κ. Χαφανόπουλον, ὅτι ὑποπτός τις κατοικεῖ εἰς τὴν οἰκίαν τῆς ἀδελφῆς τοῦ Πανοπούλου. Πρὸς ἀνακάλυψιν αὐτοῦ ὁ Χαφανόπουλος ἐπενόησε τὸ ἀκόλουθον τέχνασμα. Ἐνέδυσεν ἕνα νέον ἐνταῦθα ὀνομαζόμενον Λάμπρον Ζαχαράτον ὡς ταχυδρομικὸν διανομέα καὶ ἀπέστειλεν εἰς τὴν οἰκίαν κομίζοντα ἐπιστολὴν πλαστὴν εἰς φανταστικὸν πρόσωπον.	[98, 1088, 321, 1313]
byline: (Ἰδιαίτερον τηλεγρ. τοῦ «Ἐμπρός»)	[831, 2089, 1027, 2103]
paragraph: Τὸν ἐρωτῶσιν διὰ τὰ χρήματα. Ὁ Πανόπουλος μὲ ἐπεσήμανεν ὅτι τὰ ἔχει εἰς τὸν ὁπλισμόν του. — Δὲν ἔχω τίποτε, εἶπε, τὰ ἔδωσα.	[810, 1469, 1037, 1536]
byline: (Ἰδιαίτερον τηλεγρ. «Ἐμπρός»)	[842, 1838, 1016, 1852]
ad-heading: Κ. Τ. ΓΙΑΒΟΠΟΥΛΟΥ	[1293, 646, 1414, 661]
paragraph: Εἰς Καβάσιλα εἰσήρχεται εἰς τὸ βαγόνιον ὁ ἐξάδελφος τοῦ αἰχμαλώτου κ. Ἰωάννης Χαραλάμπης. Ὁ Πανόπουλος τὸν ἐχαιρέτισε καὶ ἤρχισε τὰς ὁμιλίας των. Ὁ Ρουμελιώτης παρέμεινεν ἄφωνος καὶ σιγηλός.	[335, 578, 558, 698]
ad-text: Πρὸς τοὺς ἑτοιμαζομένους διὰ τὰ διάφορα λουτρὰ καὶ τοὺς χρονίως πάσχοντας ἐν γένει	[1287, 1105, 1419, 1181]
ad-text: Φρουρᾷ φέρει ἡ ἐπιτροπεία.	[1287, 1690, 1419, 1719]
subheading: ΠΩΣ ΠΕΡΙΕΦΕΡΕΤΟ ΤΟΝ ΑΙΧΜΑΛΩΤΟΝ	[335, 238, 558, 272]
subheading: ΦΟΒΕΙΤΑΙ ΟΜΩΣ ΔΙΑ ΤΟ ΜΕΛΛΟΝ	[820, 204, 1026, 218]
paragraph: Εἰς τὰς ἐπιπλήξεις τῶν ἀξιωματικῶν διατὶ τοὺς ἐβασάνισε δωρεὰν ἐκεῖ, ἀπήντησεν, ὅτι τὶ ποιεῖς αὐτός. Ἂν δὲν πιστεύεις εἰς τοῦ Θεοῦ μου τὰ πιστεύω ν' αὐτοκτονήσω!!!	[571, 332, 798, 416]
paragraph: — Τὸ μεσονύκτιον, θυμωθεὶς ἐκ τῶν ἀξιωματικῶν διὰ τὰς διαδόσεις περὶ βασανιστηρίων τοῦ Πανοπούλου καὶ τῶν λοιπῶν συλληφθέντων, προσεκάλεσα ἡμᾶς καὶ ἄλλους παρισταμένους νὰ μεταβῶμεν εἰς τὴν Μοιραρχίαν ὅπερ καὶ ἐπράξαμεν. Ἐκεῖ καλέσασα ὁ Πανόπουλος καὶ τὸν ἠρώτα.	[810, 321, 1037, 476]
paragraph: Ἡ εἴσοδος πλατεία καὶ μάλιστα θὰ εἶνε ἡ ἀρίστη ἐκ τῶν μέχρι τοῦδε ἐκτελουμένων καὶ τῶν μέλλων τῆς μουσικῆς ἄμυνας.	[1049, 1540, 1281, 1606]
paragraph: — Ὄχι, ἀπήντησε προθύμως ὁ Βασιλόπουλος. Ἐδῶ κάθεται ἕνας Φασκάλης ἐξάδελφός μου καὶ ἕνας ξένος.	[98, 1673, 321, 1740]
paragraph: — Τὸν ἀστυνόμον Αἰγίου κ. Δαλιάνην, ἐπανελθόντα ἡ πόλις παντελεῖ κατῆλθεν εἰς τὸν σταθμὸν πρὸς ὑποδοχὴν καὶ ἐκδήλωσιν εὐγνωμοσύνης ἐπὶ τῇ ἐξοντώσει τῆς γνωστῆς ληστοσυμμορίας, τῆς ἀπὸ 8 ὅλων λυμαινομένης τρεῖς ἐπαρχίας.	[571, 755, 798, 875]
classified-ad: Μέγα Μαγαζεῖον ἐπὶ τῆς ὁδοῦ Πατησίων 7 μέτρα μὲ 14. Ἀπευθυντέον εἰς τὸν κ. Γ. Νοταρᾶ.	[1049, 2201, 1281, 2251]
paragraph: — Ὁ συλληφθεὶς πρὸ ἡμερῶν παρακτάτης τῶν κτημάτων τοῦ κ. Χαρλ. Ζῆμη Μπουτουδάκ, ὡς προφοθέτης τῆς συμμορίας Πανοπούλου, ἀφέθη ἐλεύθερος, καθόσον ἡ ἀνάκρισις δὲν ἐξήγαγεν ἀπὸ τίς ἐνοχοποιητικὰς ἀποδείξεις κατ' αὐτοῦ.	[571, 530, 798, 668]
paragraph: Ἐν γένει ἡ δ' ἔκθεσις ἐπέτυχε πληρέστατα, διὸ ὁ Κεντρικὸς Σύλλογος εἶνε ἄξιος συγχαρητηρίων διὰ τὴν ἀρχὴν τῶν ἐργασιῶν, ἐν ᾧ δὲ οἱ κάτοικοι εἶνε ἐξαιρετικῶς εὐχαριστημένοι ἐκ τούτου ἐπεκτείνεσθαι.	[1049, 244, 1281, 363]
paragraph: — Ταύτην τὴν στιγμὴν μανθάνω, ὅτι οἱ συγγενεῖς τοῦ συλληφθέντος παντοπώλου Βασιλοπούλου παρεκάλεσαν τὸν ψευδῆ ταχυδρομικὸν διανομέα Ζαχαράτον νὰ μὴ καταθέσῃ ἐπιβαρυντικὰ εἰς τὴν ἀνάκρισιν ἐναντίον τοῦ, διότι θὰ λάβῃ τὰ ἀμοιβάς του.	[98, 1859, 321, 1996]
paragraph: Εἰς οὐδὲν ἴσως τὴν ὑποδεικνύει τοὺς εἰς τὸ κατώγειον.	[810, 950, 1037, 981]
byline: (Ἰδιαίτερον τηλεγρ. τοῦ «Ἐμπρός»)	[592, 712, 788, 727]
article-headline: ΚΑΤΑ ΤΗΣ ΦΥΜΑΤΙΩΣΕΩΣ	[571, 1828, 798, 1861]
paragraph: Μεταξὺ ἄλλων ὁ Ρουμελιώτης προσέθηκεν: Ἐπὶ τέλους, οὐδεμίαν ἐμπιστοσύνην ἔχω πλέον εἰς τὸν Πανόπουλον.	[810, 1673, 1037, 1741]
paragraph: Ἔχεις παράπονα ἐναντίον τῆς Ἀρχῆς; ἐπανέλαβε· οὐδὲν διάφορον;	[810, 484, 1037, 515]
classified-ad: Κατοικία ἐπὶ τῆς ὁδοῦ Ὁμήρου ἀρ. 316, δωμάτια 8 καὶ 2 ὑπηρεσίας, ἡλεκτρικὸν φῶς καὶ λουτρόν.	[1049, 2106, 1281, 2155]
paragraph: (καθυστερήσαν).— Σήμερον διὰ τῆς ἐκτάκτου τραίνου μετέβησαν εἰς Διακοφτὸ ἐκ τῶν ἀξιωματικῶν καὶ στρατιωτικῶν Ἀργυροπούλου, δι' ὧν διέρχονται διὰ τῆς Σαλαμῖνος εἰς τὴν Ἀθήνα. Ὁ Πανόπουλος, ὑποχρεωθεὶς νὰ δείξῃ τὰς φωτογραφίας, ἀρνήθη μετὰ περιφρονήσεως.	[335, 1589, 558, 1726]
column-divider	[328, 108, 329, 2083]
article-headline: ΔΙΑΤΡΙΒΑΙ	[1049, 1615, 1281, 1647]
paragraph: — Ὁ ἀρχηγὸς τῆς χωροφυλακῆς κ. Σταΐκος ἀφίκετο ἐνταῦθα, ὅπως κατευθύνῃ τὰς καταδιώξεις τῆς Νομαρχίας. Σήμερον πολλοὶ πολίται ἐπεσκέφθησαν αὐτὸν ἐκφράσαντες τὴν εὐγνωμοσύνην τῆς πόλεως διὰ τὴν σύλληψιν τοῦ Πανοπούλου, παρακαλέσαντες ἅμα αὐτὸν ν' ἀποκτήσῃ τὴν Ἠλείαν καὶ τῶν λοιπῶν ληστῶν.	[571, 1159, 798, 1332]
